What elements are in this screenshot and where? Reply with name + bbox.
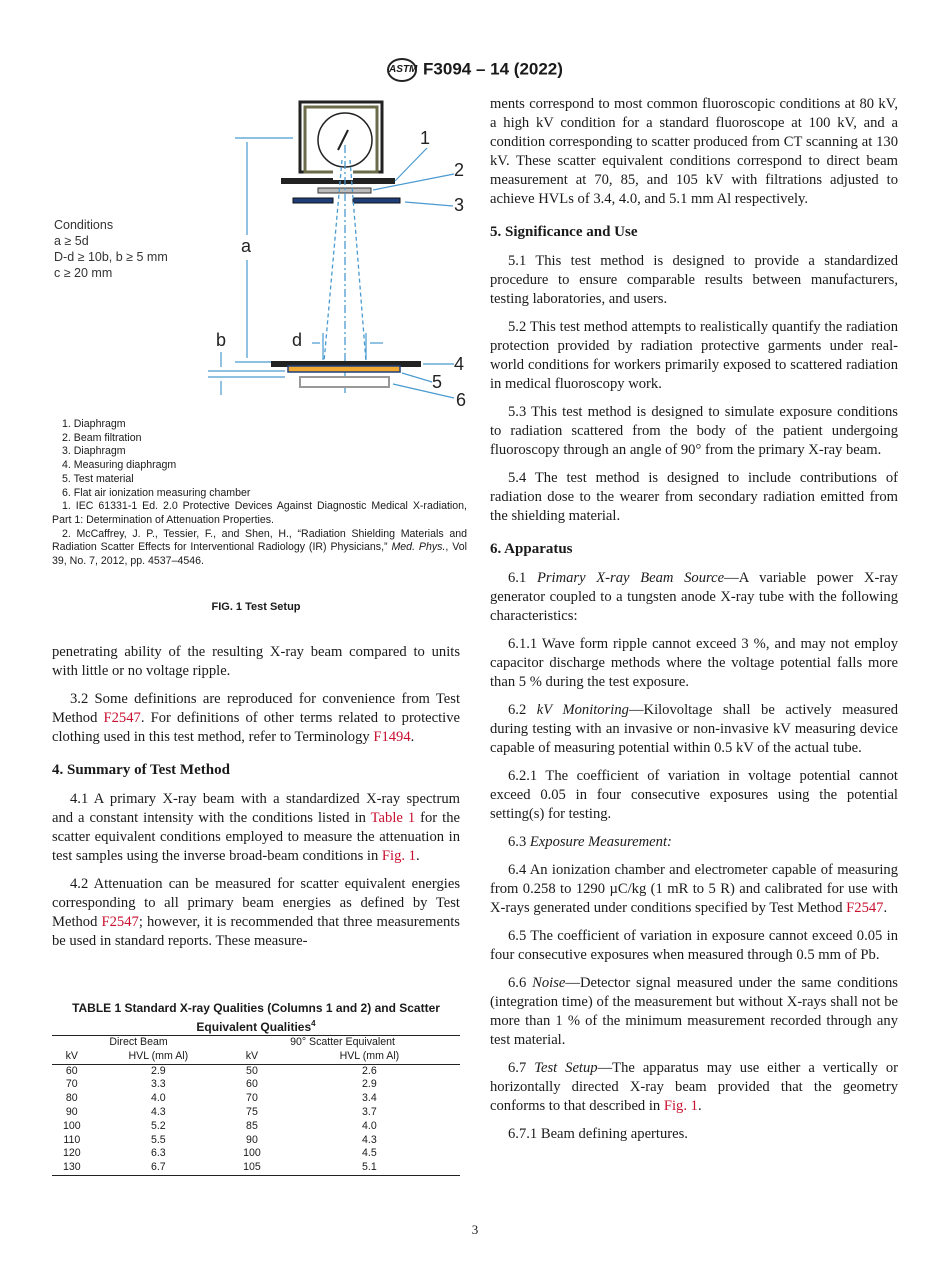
legend-item: 4. Measuring diaphragm <box>62 459 177 472</box>
table-cell: 90 <box>246 1133 258 1146</box>
text: 2. McCaffrey, J. P., Tessier, F., and Shen, H., “Radiation Shielding Materials and Radiation Scatter Effects for Interventional Radiology (IR) Physicians,” <box>52 527 467 554</box>
table-cell: 5.2 <box>150 1119 166 1132</box>
reference-link[interactable]: Fig. 1 <box>663 1098 698 1114</box>
legend-item: 2. Beam filtration <box>62 431 142 444</box>
italic-text: Primary X-ray Beam Source <box>536 570 725 586</box>
text: —Detector signal measured under the same conditions (integration time) of the measurement but without X-rays shall not be more than 1 % of the minimum measurement recorded through any test material. <box>490 975 898 1048</box>
figure-footnote <box>52 528 467 569</box>
callout-2: 2 <box>454 160 465 180</box>
text: 3.2 Some definitions are reproduced for convenience from Test Method <box>52 691 460 726</box>
legend-item: 5. Test material <box>62 472 134 485</box>
text: 1. IEC 61331-1 Ed. 2.0 Protective Devices Against Diagnostic Medical X-radiation, Part 1: Determination of Attenuation Properties. <box>52 500 467 526</box>
text: 5.4 The test method is designed to include contributions of radiation dose to the wearer from secondary radiation emitted from the shielding material. <box>490 470 898 524</box>
figure-legend <box>52 418 467 569</box>
text: 5.3 This test method is designed to simulate exposure conditions to radiation scattered from the body of the patient undergoing fluoroscopy through an angle of 90° from the primary X-ray beam. <box>490 404 898 458</box>
italic-text: kV Monitoring <box>536 702 629 718</box>
text: 6.6 <box>508 975 533 991</box>
text: —Kilovoltage shall be actively measured during testing with an invasive or non-invasive kV measuring device capable of measuring potential within 0.5 kV of the actual tube. <box>490 702 899 756</box>
table-cell: 100 <box>243 1147 261 1160</box>
text: . For definitions of other terms related to protective clothing used in this test method, refer to Terminology <box>52 710 460 745</box>
text: ; however, it is recommended that three measurements be used in standard reports. These measure- <box>52 914 460 949</box>
group-header: 90° Scatter Equivalent <box>290 1036 396 1048</box>
reference-link[interactable]: F2547 <box>103 710 141 726</box>
text: 6.3 <box>508 834 530 850</box>
dimension-b: b <box>216 330 227 350</box>
condition-line: D-d ≥ 10b, b ≥ 5 mm <box>54 250 168 264</box>
table-cell: 60 <box>246 1078 258 1091</box>
table-row <box>52 1092 460 1106</box>
table-cell: 120 <box>62 1147 81 1160</box>
reference-link[interactable]: F2547 <box>846 900 884 916</box>
text: . <box>697 1098 702 1114</box>
text: . <box>415 848 420 864</box>
condition-line: a ≥ 5d <box>54 234 89 248</box>
condition-line: c ≥ 20 mm <box>54 266 113 280</box>
figure-1-diagram <box>40 90 480 420</box>
text: 4. Summary of Test Method <box>52 762 230 778</box>
dimension-d: d <box>292 330 303 350</box>
column-header: kV <box>52 1050 92 1064</box>
reference-link[interactable]: Table 1 <box>370 810 416 826</box>
conditions-title: Conditions <box>54 218 114 232</box>
table-cell: 60 <box>65 1064 78 1077</box>
text: 6.2 <box>508 702 537 718</box>
table-cell: 70 <box>65 1078 78 1091</box>
reference-link[interactable]: Fig. 1 <box>381 848 416 864</box>
callout-6: 6 <box>456 390 467 410</box>
paragraph <box>490 469 898 526</box>
table-cell: 3.3 <box>150 1078 166 1091</box>
table-row <box>52 1147 460 1161</box>
table-cell: 105 <box>243 1161 261 1174</box>
text: 5.2 This test method attempts to realistically quantify the radiation protection provided by radiation protective garments under real-world conditions for workers primarily exposed to scattered radiation in medical fluoroscopy work. <box>490 319 898 392</box>
text: 4.1 A primary X-ray beam with a standardized X-ray spectrum and a constant intensity with the conditions listed in <box>52 791 460 826</box>
text: . <box>883 900 888 916</box>
left-column <box>52 643 460 960</box>
table-cell: 3.4 <box>362 1092 377 1105</box>
section-heading <box>52 761 460 780</box>
text: penetrating ability of the resulting X-ray beam compared to units with little or no voltage ripple. <box>52 644 460 679</box>
paragraph <box>52 643 460 681</box>
text: 5. Significance and Use <box>490 224 638 240</box>
paragraph <box>490 767 898 824</box>
reference-link[interactable]: F1494 <box>373 729 411 745</box>
table-cell: 75 <box>246 1105 258 1118</box>
italic-text: Exposure Measurement: <box>529 834 672 850</box>
table-row <box>52 1078 460 1092</box>
legend-item: 6. Flat air ionization measuring chamber <box>62 486 251 499</box>
text: . <box>410 729 415 745</box>
text: 6.7 <box>508 1060 535 1076</box>
callout-1: 1 <box>420 128 431 148</box>
paragraph <box>490 861 898 918</box>
table-cell: 6.7 <box>150 1161 166 1174</box>
conditions-block <box>54 217 168 281</box>
column-header: kV <box>225 1050 279 1064</box>
table-cell: 2.6 <box>362 1064 377 1077</box>
table-cell: 4.3 <box>362 1133 377 1146</box>
paragraph <box>490 701 898 758</box>
text: 6.7.1 Beam defining apertures. <box>508 1126 688 1142</box>
table-cell: 3.7 <box>362 1105 377 1118</box>
figure-footnote <box>52 500 467 527</box>
italic-text: Test Setup <box>534 1060 598 1076</box>
text: 6.1.1 Wave form ripple cannot exceed 3 %, and may not employ capacitor discharge methods where the voltage potential falls more than 5 % during the test exposure. <box>490 636 898 690</box>
table-row <box>52 1064 460 1078</box>
paragraph <box>490 95 898 209</box>
text: 6.1 <box>508 570 537 586</box>
table-cell: 90 <box>65 1105 78 1118</box>
italic-text: Med. Phys. <box>391 541 446 554</box>
legend-item: 3. Diaphragm <box>62 445 126 458</box>
dimension-a: a <box>241 236 252 256</box>
table-cell: 4.0 <box>150 1092 166 1105</box>
table-row <box>52 1161 460 1175</box>
text: 6.5 The coefficient of variation in exposure cannot exceed 0.05 in four consecutive exposures when measured through 0.5 mm of Pb. <box>490 928 898 963</box>
paragraph <box>490 318 898 394</box>
callout-3: 3 <box>454 195 465 215</box>
text: , Vol 39, No. 7, 2012, pp. 4537–4546. <box>52 541 467 568</box>
table-cell: 4.0 <box>362 1119 377 1132</box>
page-number: 3 <box>471 1222 479 1237</box>
figure-caption: FIG. 1 Test Setup <box>211 601 301 613</box>
table-cell: 6.3 <box>150 1147 166 1160</box>
text: ments correspond to most common fluoroscopic conditions at 80 kV, a high kV condition for a standard fluoroscope at 100 kV, and a condition corresponding to scatter produced from CT scanning at 130 kV. These scatter equivalent conditions correspond to direct beam measurement at 70, 85, and 105 kV with filtrations adjusted to achieve HVLs of 3.4, 4.0, and 5.1 mm Al respectively. <box>490 96 898 207</box>
table-cell: 5.1 <box>362 1161 377 1174</box>
table-cell: 85 <box>246 1119 258 1132</box>
right-column <box>490 95 898 1153</box>
astm-logo: ASTM <box>387 58 417 82</box>
table-cell: 2.9 <box>362 1078 377 1091</box>
paragraph <box>490 252 898 309</box>
table-cell: 5.5 <box>150 1133 166 1146</box>
table-row <box>52 1106 460 1120</box>
callout-5: 5 <box>432 372 443 392</box>
text: 6.2.1 The coefficient of variation in voltage potential cannot exceed 0.05 in four consecutive exposures using the potential setting(s) for testing. <box>490 768 898 822</box>
table-cell: 50 <box>246 1064 258 1077</box>
text: 6. Apparatus <box>490 541 573 557</box>
paragraph <box>490 974 898 1050</box>
section-heading <box>490 540 898 559</box>
paragraph <box>52 790 460 866</box>
reference-link[interactable]: F2547 <box>101 914 139 930</box>
table-cell: 4.3 <box>150 1105 166 1118</box>
paragraph <box>52 875 460 951</box>
table-cell: 80 <box>65 1092 78 1105</box>
paragraph <box>490 927 898 965</box>
table-cell: 130 <box>62 1161 81 1174</box>
table-caption <box>44 1001 468 1035</box>
table-caption-text: TABLE 1 Standard X-ray Qualities (Columns 1 and 2) and Scatter Equivalent Qualities <box>72 1001 440 1034</box>
column-header: HVL (mm Al) <box>279 1050 460 1064</box>
text: 4.2 Attenuation can be measured for scatter equivalent energies corresponding to all primary beam energies as defined by Test Method <box>52 876 460 930</box>
column-header: HVL (mm Al) <box>92 1050 226 1064</box>
table-cell: 100 <box>62 1119 81 1132</box>
italic-text: Noise <box>532 975 566 991</box>
paragraph <box>52 690 460 747</box>
table-row <box>52 1134 460 1148</box>
paragraph <box>490 1059 898 1116</box>
table-cell: 70 <box>246 1092 258 1105</box>
section-heading <box>490 223 898 242</box>
table-cell: 4.5 <box>362 1147 377 1160</box>
paragraph <box>490 1125 898 1144</box>
group-header: Direct Beam <box>109 1036 168 1048</box>
page-header <box>0 58 950 82</box>
legend-item: 1. Diaphragm <box>62 418 126 430</box>
text: for the scatter equivalent conditions employed to measure the attenuation in test samples using the inverse broad-beam conditions in <box>52 810 460 864</box>
paragraph <box>490 833 898 852</box>
paragraph <box>490 403 898 460</box>
text: 6.4 An ionization chamber and electrometer capable of measuring from 0.258 to 1290 µC/kg (1 mR to 5 R) and calibrated for use with X-rays generated under conditions specified by Test Method <box>490 862 898 916</box>
text: —A variable power X-ray generator coupled to a tungsten anode X-ray tube with the following characteristics: <box>490 570 898 624</box>
paragraph <box>490 569 898 626</box>
table-cell: 2.9 <box>150 1064 166 1077</box>
text: 5.1 This test method is designed to provide a standardized procedure to ensure comparable results between manufacturers, testing laboratories, and users. <box>490 253 898 307</box>
text: —The apparatus may use either a vertically or horizontally directed X-ray beam provided that the geometry conforms to that described in <box>490 1060 899 1114</box>
table-1 <box>52 1035 460 1176</box>
callout-4: 4 <box>454 354 465 374</box>
designation: F3094 – 14 (2022) <box>423 59 563 79</box>
paragraph <box>490 635 898 692</box>
table-row <box>52 1120 460 1134</box>
table-cell: 110 <box>63 1133 81 1146</box>
footnote-ref: 4 <box>311 1019 316 1028</box>
